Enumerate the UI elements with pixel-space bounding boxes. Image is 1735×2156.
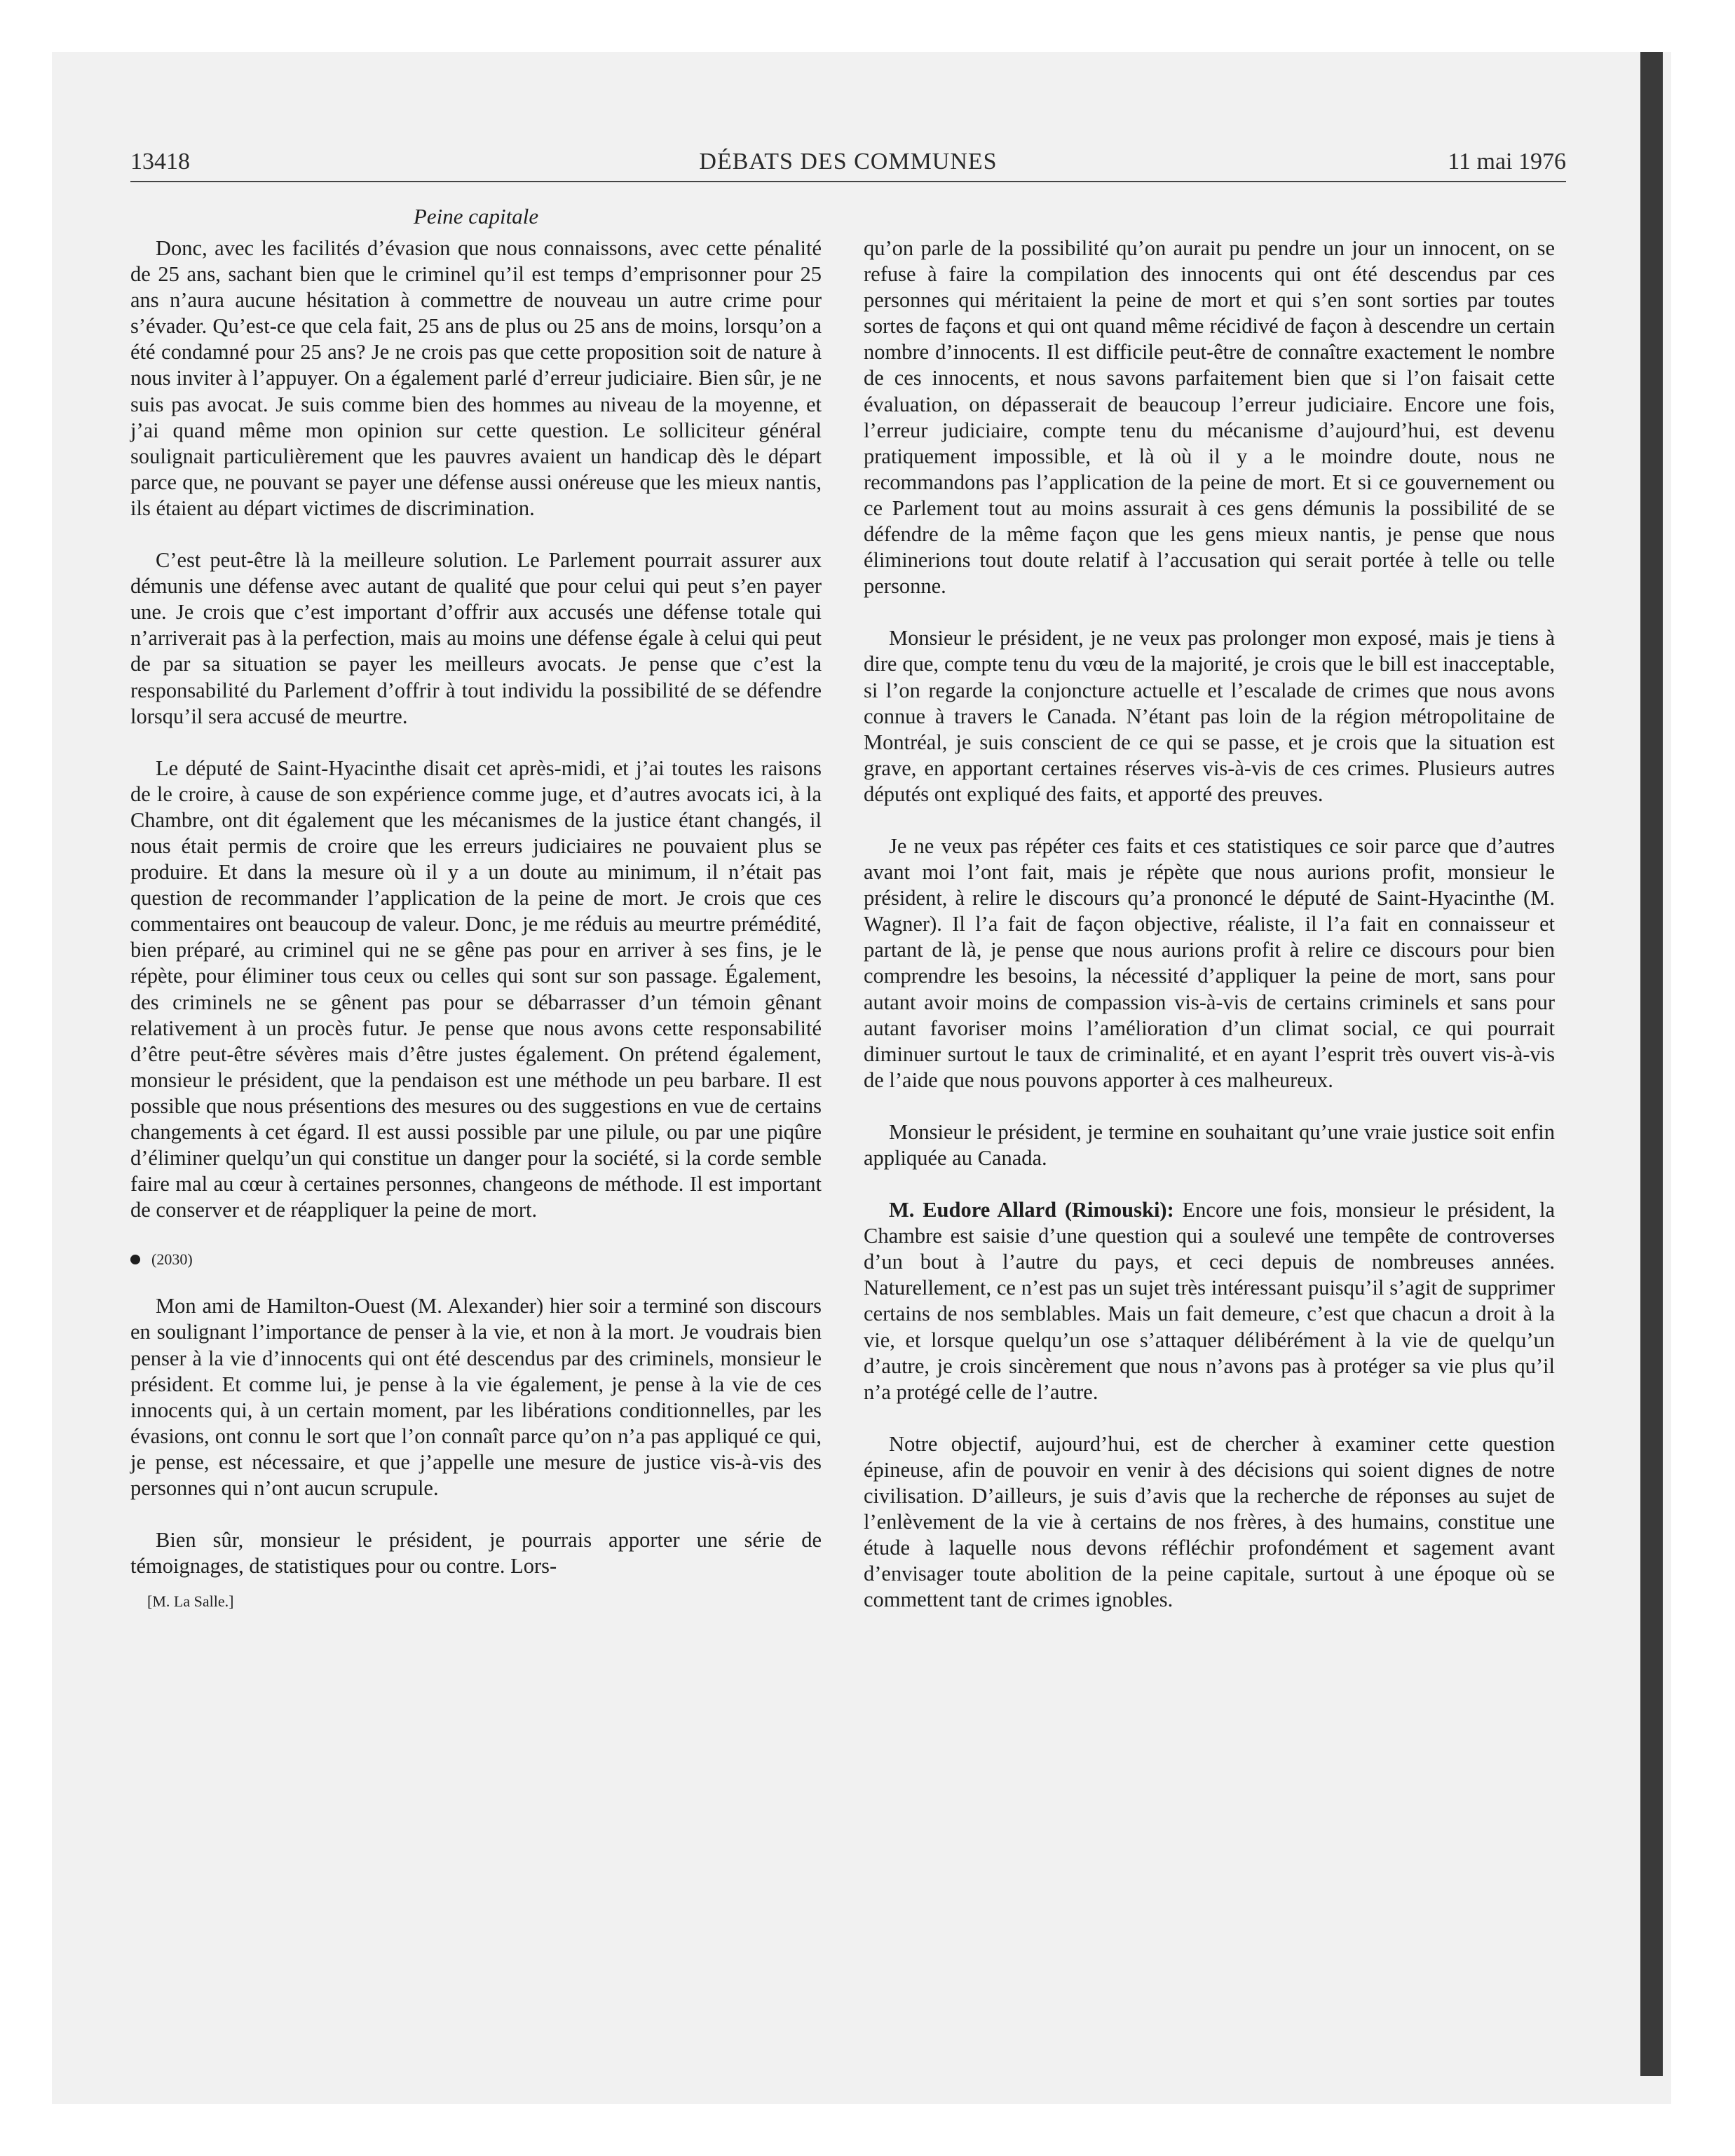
time-marker (130, 1249, 822, 1270)
paragraph: Je ne veux pas répéter ces faits et ces statistiques ce soir parce que d’autres avant moi l’ont fait, mais je répète que nous aurions profit, monsieur le président, à relire le discours qu’a prononcé le député de Saint-Hyacinthe (M. Wagner). Il l’a fait de façon objective, réaliste, il l’a fait en connaisseur et partant de là, je pense que nous aurions profit à relire ce discours pour bien comprendre les besoins, la nécessité d’appliquer la peine de mort, sans pour autant avoir moins de compassion vis-à-vis de certains criminels et sans pour autant favoriser moins l’amélioration d’un climat social, ce qui pourrait diminuer surtout le taux de criminalité, et en ayant l’esprit très ouvert vis-à-vis de l’aide que nous pouvons apporter à ces malheureux. (864, 833, 1555, 1092)
page-number: 13418 (130, 149, 190, 175)
publication-date: 11 mai 1976 (1448, 149, 1566, 175)
left-column (130, 203, 822, 1611)
paragraph: Mon ami de Hamilton-Ouest (M. Alexander) hier soir a terminé son discours en soulignant l’importance de penser à la vie, et non à la mort. Je voudrais bien penser à la vie d’innocents qui ont été descendus par des criminels, monsieur le président. Et comme lui, je pense à la vie également, je pense à la vie de ces innocents qui, à un certain moment, par les libérations conditionnelles, par les évasions, ont connu le sort que l’on connaît parce qu’on n’a pas appliqué ce qui, je pense, est nécessaire, et que j’appelle une mesure de justice vis-à-vis des personnes qui n’ont aucun scrupule. (130, 1294, 822, 1501)
paragraph: Monsieur le président, je termine en souhaitant qu’une vraie justice soit enfin appliquée au Canada. (864, 1119, 1555, 1170)
paragraph: qu’on parle de la possibilité qu’on aurait pu pendre un jour un innocent, on se refuse à faire la compilation des innocents qui ont été descendus par ces personnes qui méritaient la peine de mort et qui s’en sont sorties par toutes sortes de façons et qui ont quand même récidivé de façon à descendre un certain nombre d’innocents. Il est difficile peut-être de connaître exactement le nombre de ces innocents, et nous savons parfaitement bien que si l’on faisait cette évaluation, on dépasserait de beaucoup l’erreur judiciaire. Encore une fois, l’erreur judiciaire, compte tenu du mécanisme d’aujourd’hui, est devenu pratiquement impossible, et là où il y a le moindre doute, nous ne recommandons pas l’application de la peine de mort. Et si ce gouvernement ou ce Parlement tout au moins assurait à ces gens démunis la possibilité de se défendre de la même façon que les gens mieux nantis, je pense que nous éliminerions tout doute relatif à l’accusation qui serait portée à telle ou telle personne. (864, 236, 1555, 599)
paragraph: Monsieur le président, je ne veux pas prolonger mon exposé, mais je tiens à dire que, compte tenu du vœu de la majorité, je crois que le bill est inacceptable, si l’on regarde la conjoncture actuelle et l’escalade de crimes que nous avons connue à travers le Canada. N’étant pas loin de la région métropolitaine de Montréal, je suis conscient de ce qui se passe, et je crois que la situation est grave, en apportant certaines réserves vis-à-vis de ces crimes. Plusieurs autres députés ont expliqué des faits, et apporté des preuves. (864, 626, 1555, 806)
scan-edge-bar (1640, 52, 1663, 2076)
speaker-name: M. Eudore Allard (Rimouski): (889, 1198, 1174, 1222)
paragraph: C’est peut-être là la meilleure solution. Le Parlement pourrait assurer aux démunis une défense avec autant de qualité que pour celui qui peut s’en payer une. Je crois que c’est important d’offrir aux accusés une défense totale qui n’arriverait pas à la perfection, mais au moins une défense égale à celui qui peut de par sa situation se payer les meilleurs avocats. Je pense que c’est la responsabilité du Parlement d’offrir à tout individu la possibilité de se défendre lorsqu’il sera accusé de meurtre. (130, 548, 822, 728)
bullet-dot-icon (130, 1255, 140, 1264)
speaker-attribution: [M. La Salle.] (147, 1592, 234, 1611)
header-rule (130, 181, 1566, 182)
page-header (130, 149, 1566, 177)
speech-text: Encore une fois, monsieur le président, la Chambre est saisie d’une question qui a soulevé une tempête de controverses d’un bout à l’autre du pays, et ceci depuis de nombreuses années. Naturellement, ce n’est pas un sujet très intéressant puisqu’il s’agit de supprimer certains de nos semblables. Mais un fait demeure, c’est que chacun a droit à la vie, et lorsque quelqu’un ose s’attaquer délibérément à la vie de quelqu’un d’autre, je crois sincèrement que nous n’avons pas à protéger sa vie plus qu’il n’a protégé celle de l’autre. (864, 1198, 1555, 1404)
right-column (864, 236, 1555, 1613)
paragraph: Notre objectif, aujourd’hui, est de chercher à examiner cette question épineuse, afin de pouvoir en venir à des décisions qui soient dignes de notre civilisation. D’ailleurs, je suis d’avis que la recherche de réponses au sujet de l’enlèvement de la vie à certains de nos frères, à des humains, constitue une étude à laquelle nous devons réfléchir profondément et sagement avant d’envisager toute abolition de la peine capitale, surtout à une époque où se commettent tant de crimes ignobles. (864, 1431, 1555, 1612)
time-marker-label: (2030) (151, 1250, 193, 1269)
paragraph: Le député de Saint-Hyacinthe disait cet après-midi, et j’ai toutes les raisons de le croire, à cause de son expérience comme juge, et d’autres avocats ici, à la Chambre, ont dit également que les mécanismes de la justice étant changés, il nous était permis de croire que les erreurs judiciaires ne pouvaient plus se produire. Et dans la mesure où il y a un doute au minimum, il n’était pas question de recommander l’application de la peine de mort. Je crois que ces commentaires ont beaucoup de valeur. Donc, je me réduis au meurtre prémédité, bien préparé, au criminel qui ne se gêne pas pour en arriver à ses fins, je le répète, pour éliminer tous ceux ou celles qui sont sur son passage. Également, des criminels ne se gênent pas pour se débarrasser d’un témoin gênant relativement à un procès futur. Je pense que nous avons cette responsabilité d’être peut-être sévères mais d’être justes également. On prétend également, monsieur le président, que la pendaison est une méthode un peu barbare. Il est possible que nous présentions des mesures ou des suggestions en vue de certains changements à cet égard. Il est aussi possible par une pilule, ou par une piqûre d’éliminer quelqu’un qui constitue un danger pour la société, si la corde semble faire mal au cœur à certaines personnes, changeons de méthode. Il est important de conserver et de réappliquer la peine de mort. (130, 756, 822, 1222)
section-title: Peine capitale (413, 204, 539, 228)
paragraph (864, 1197, 1555, 1405)
publication-title: DÉBATS DES COMMUNES (699, 149, 998, 175)
paragraph: Donc, avec les facilités d’évasion que nous connaissons, avec cette pénalité de 25 ans, sachant bien que le criminel qu’il est temps d’emprisonner pour 25 ans n’aura aucune hésitation à commettre de nouveau un autre crime pour s’évader. Qu’est-ce que cela fait, 25 ans de plus ou 25 ans de moins, lorsqu’on a été condamné pour 25 ans? Je ne crois pas que cette proposition soit de nature à nous inviter à l’appuyer. On a également parlé d’erreur judiciaire. Bien sûr, je ne suis pas avocat. Je suis comme bien des hommes au niveau de la moyenne, et j’ai quand même mon opinion sur cette question. Le solliciteur général soulignait particulièrement que les pauvres avaient un handicap dès le départ parce que, ne pouvant se payer une défense aussi onéreuse que les mieux nantis, ils étaient au départ victimes de discrimination. (130, 236, 822, 520)
paragraph: Bien sûr, monsieur le président, je pourrais apporter une série de témoignages, de statistiques pour ou contre. Lors- (130, 1528, 822, 1578)
